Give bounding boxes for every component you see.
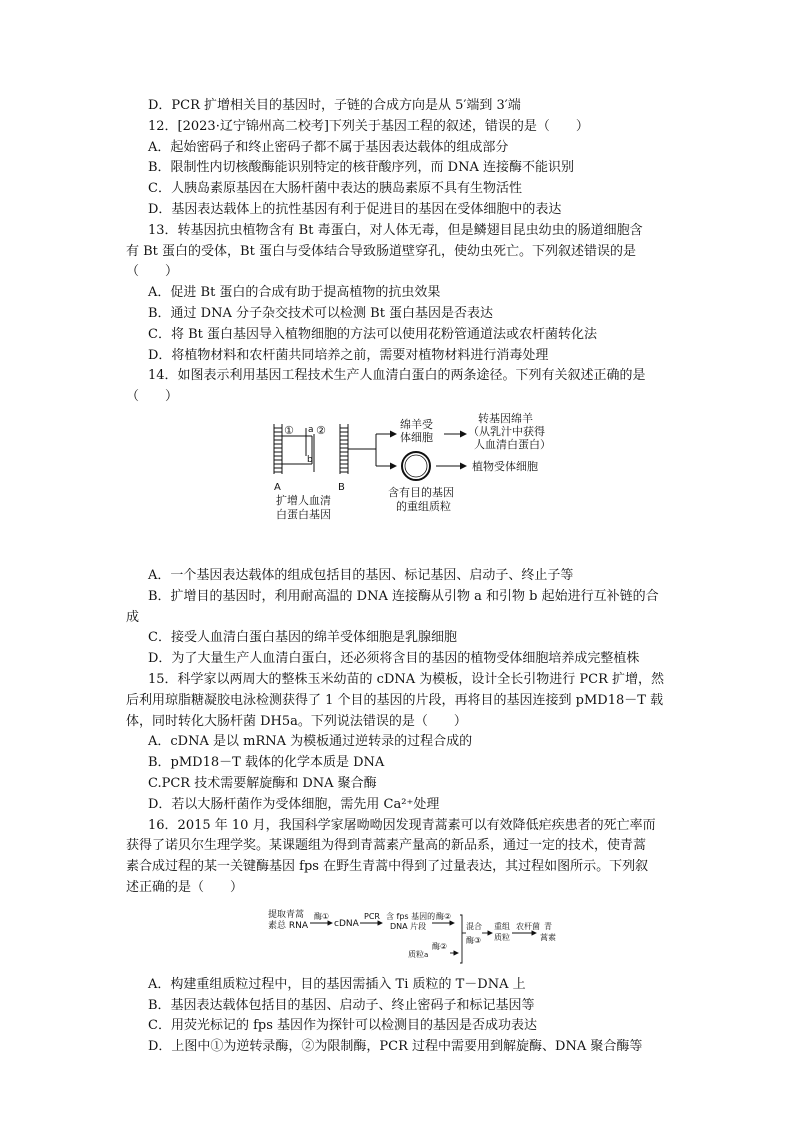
q16-figure [126, 905, 676, 971]
transgenic-sheep-label-3: 人血清白蛋白） [474, 437, 551, 451]
transgenic-sheep-label-1: 转基因绵羊 [478, 411, 533, 425]
q15-stem-line1: 15．科学家以两周大的整株玉米幼苗的 cDNA 为模板，设计全长引物进行 PCR 扩增，然 [148, 671, 665, 687]
q16-stem-line3: 素合成过程的某一关键酶基因 fps 在野生青蒿中得到了过量表达，其过程如图所示。下列叙 [126, 859, 649, 875]
plasmid-a-label: 质粒 [408, 949, 424, 959]
artemisinin-label-2: 蒿素 [540, 932, 556, 942]
rna-label-2: 素总 RNA [268, 920, 309, 931]
q12-option-d: D．基因表达载体上的抗性基因有利于促进目的基因在受体细胞中的表达 [148, 201, 562, 217]
dna-strand-b [340, 424, 348, 474]
q14-option-d: D．为了大量生产人血清白蛋白，还必须将含目的基因的植物受体细胞培养成完整植株 [148, 651, 640, 667]
plasmid-inner-ring [405, 455, 427, 477]
q15-option-c: C.PCR 技术需要解旋酶和 DNA 聚合酶 [148, 775, 377, 791]
q16-flow-diagram [126, 905, 676, 971]
q13-option-a: A．促进 Bt 蛋白的合成有助于提高植物的抗虫效果 [148, 285, 441, 301]
q16-option-b: B．基因表达载体包括目的基因、启动子、终止密码子和标记基因等 [148, 997, 535, 1013]
sheep-cell-label-2: 体细胞 [400, 430, 433, 444]
primer-a-label: a [308, 424, 314, 435]
primer-b-label: b [307, 454, 313, 465]
strand-b-label: B [338, 481, 345, 493]
recombinant-label-1: 重组 [494, 921, 510, 931]
plasmid-label-2: 的重组质粒 [396, 499, 451, 513]
cdna-label: cDNA [334, 918, 359, 929]
step-1-label: ① [284, 423, 294, 437]
q14-option-a: A．一个基因表达载体的组成包括目的基因、标记基因、启动子、终止子等 [148, 567, 574, 583]
q14-option-b-line1: B．扩增目的基因时，利用耐高温的 DNA 连接酶从引物 a 和引物 b 起始进行互补链的合 [148, 588, 659, 604]
gene-label-2: 白蛋白基因 [276, 507, 331, 521]
enzyme-1-label: 酶① [314, 911, 330, 921]
q16-option-a: A．构建重组质粒过程中，目的基因需插入 Ti 质粒的 T－DNA 上 [148, 976, 526, 992]
fps-fragment-label-1: 含 fps 基因的 [386, 911, 436, 921]
q14-figure [126, 411, 676, 562]
q12-option-c: C．人胰岛素原基因在大肠杆菌中表达的胰岛素原不具有生物活性 [148, 181, 522, 197]
q12-option-a: A．起始密码子和终止密码子都不属于基因表达载体的组成部分 [148, 139, 509, 155]
q16-option-d: D．上图中①为逆转录酶，②为限制酶，PCR 过程中需要用到解旋酶、DNA 聚合酶等 [148, 1039, 643, 1055]
q13-stem-line3: （ ） [126, 264, 179, 280]
q13-option-b: B．通过 DNA 分子杂交技术可以检测 Bt 蛋白基因是否表达 [148, 305, 494, 321]
strand-a-label: A [274, 481, 281, 493]
dna-strand-a [274, 424, 282, 474]
plant-cell-label: 植物受体细胞 [472, 459, 538, 473]
q13-option-c: C．将 Bt 蛋白基因导入植物细胞的方法可以使用花粉管通道法或农杆菌转化法 [148, 326, 597, 342]
q14-option-c: C．接受人血清白蛋白基因的绵羊受体细胞是乳腺细胞 [148, 630, 457, 646]
q16-stem-line1: 16．2015 年 10 月，我国科学家屠呦呦因发现青蒿素可以有效降低疟疾患者的死亡率而 [148, 817, 656, 833]
enzyme-3-label: 酶③ [466, 935, 482, 945]
agrobacterium-label: 农杆菌 [516, 921, 540, 931]
q16-stem-line2: 获得了诺贝尔生理学奖。某课题组为得到青蒿素产量高的新品系，通过一定的技术，使青蒿 [126, 838, 647, 854]
q14-diagram [126, 411, 676, 562]
q15-stem-line2: 后利用琼脂糖凝胶电泳检测获得了 1 个目的基因的片段，再将目的基因连接到 pMD18－T 载 [126, 692, 664, 708]
q11-option-d: D．PCR 扩增相关目的基因时，子链的合成方向是从 5′端到 3′端 [148, 98, 521, 113]
recombinant-label-2: 质粒 [494, 932, 510, 942]
q15-option-b: B．pMD18－T 载体的化学本质是 DNA [148, 755, 385, 771]
question-column [126, 96, 676, 1058]
artemisinin-label-1: 青 [544, 921, 552, 931]
q14-option-b-line2: 成 [126, 609, 140, 625]
transgenic-sheep-label-2: （从乳汁中获得 [468, 424, 545, 438]
plasmid-circle [402, 452, 430, 480]
gene-label-1: 扩增人血清 [276, 493, 331, 507]
q13-stem-line1: 13．转基因抗虫植物含有 Bt 毒蛋白，对人体无毒，但是鳞翅目昆虫幼虫的肠道细胞含 [148, 222, 643, 238]
rna-label-1: 提取青蒿 [268, 909, 305, 920]
q14-stem-line2: （ ） [126, 389, 179, 405]
step-2-label: ② [316, 423, 326, 437]
q13-stem-line2: 有 Bt 蛋白的受体，Bt 蛋白与受体结合导致肠道壁穿孔，使幼虫死亡。下列叙述错误的是 [126, 243, 636, 259]
sheep-cell-label-1: 绵羊受 [400, 417, 433, 431]
q13-option-d: D．将植物材料和农杆菌共同培养之前，需要对植物材料进行消毒处理 [148, 347, 549, 363]
plasmid-label-1: 含有目的基因 [388, 485, 454, 499]
q16-stem-line4: 述正确的是（ ） [126, 879, 244, 895]
q15-option-a: A．cDNA 是以 mRNA 为模板通过逆转录的过程合成的 [148, 734, 473, 750]
enzyme-2-label: 酶② [436, 911, 452, 921]
plasmid-a-suffix: a [424, 950, 429, 959]
q15-stem-line3: 体，同时转化大肠杆菌 DH5a。下列说法错误的是（ ） [126, 713, 467, 729]
q16-option-c: C．用荧光标记的 fps 基因作为探针可以检测目的基因是否成功表达 [148, 1018, 538, 1034]
pcr-label: PCR [364, 911, 380, 921]
q12-stem: 12．[2023·辽宁锦州高二校考]下列关于基因工程的叙述，错误的是（ ） [148, 118, 589, 134]
q14-stem-line1: 14．如图表示利用基因工程技术生产人血清白蛋白的两条途径。下列有关叙述正确的是 [148, 368, 646, 384]
mix-label: 混合 [466, 921, 482, 931]
fps-fragment-label-2: DNA 片段 [390, 921, 427, 931]
enzyme-2b-label: 酶② [432, 941, 448, 951]
q15-option-d: D．若以大肠杆菌作为受体细胞，需先用 Ca²⁺处理 [148, 796, 440, 812]
q12-option-b: B．限制性内切核酸酶能识别特定的核苷酸序列，而 DNA 连接酶不能识别 [148, 160, 575, 176]
